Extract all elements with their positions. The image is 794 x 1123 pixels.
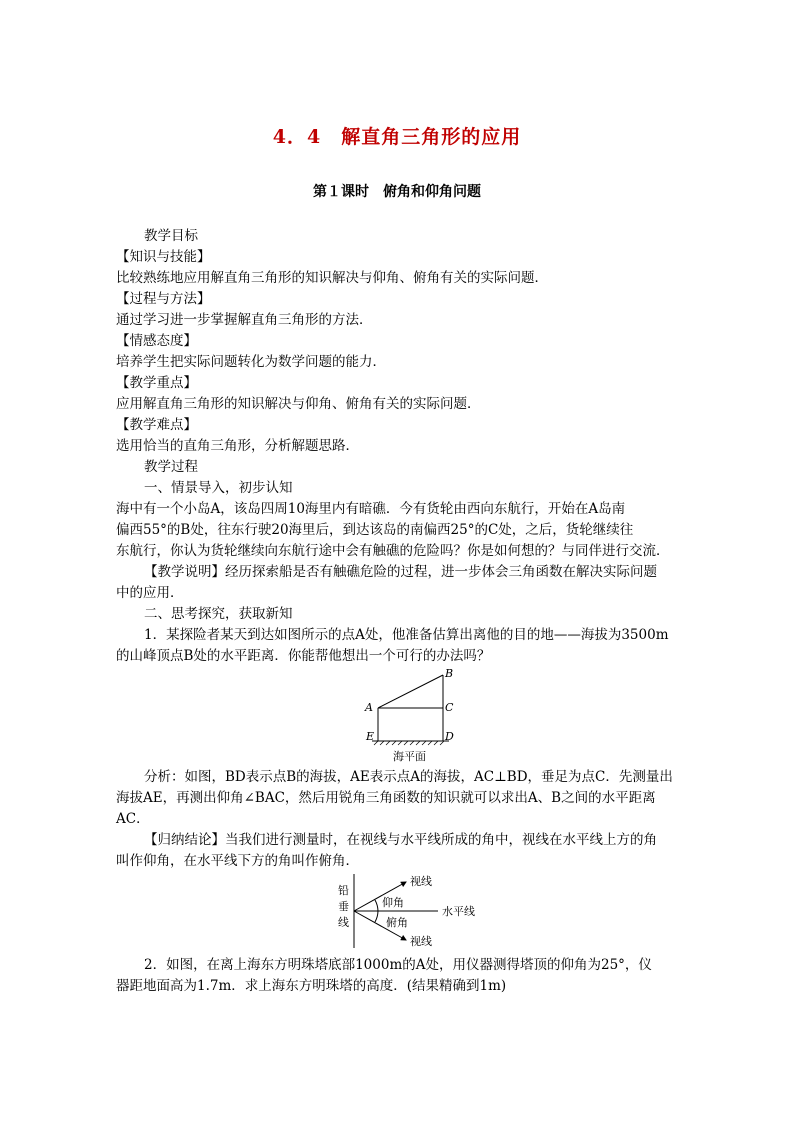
elevation-depression-figure: [334, 870, 494, 952]
paragraph-line: 偏西55°的B处，往东行驶20海里后，到达该岛的南偏西25°的C处，之后，货轮继续往: [116, 522, 634, 538]
point-label-b: B: [445, 667, 454, 680]
section-heading: 【过程与方法】: [116, 291, 211, 307]
paragraph-line: 1．某探险者某天到达如图所示的点A处，他准备估算出离他的目的地——海拔为3500m: [144, 627, 669, 643]
paragraph-line: 分析：如图，BD表示点B的海拔，AE表示点A的海拔，AC⊥BD，垂足为点C．先测量出: [144, 769, 673, 785]
paragraph-line: 【教学说明】经历探索船是否有触礁危险的过程，进一步体会三角函数在解决实际问题: [144, 564, 657, 580]
vertical-line-label: 线: [338, 916, 349, 929]
paragraph-line: 2．如图，在离上海东方明珠塔底部1000m的A处，用仪器测得塔顶的仰角为25°，仪: [144, 957, 652, 973]
section-heading: 【教学难点】: [116, 417, 197, 433]
paragraph-line: 比较熟练地应用解直角三角形的知识解决与仰角、俯角有关的实际问题．: [116, 270, 548, 286]
paragraph-line: 海中有一个小岛A，该岛四周10海里内有暗礁．今有货轮由西向东航行，开始在A岛南: [116, 501, 626, 517]
page-title: 4．4 解直角三角形的应用: [272, 126, 522, 148]
section-heading: 教学目标: [144, 228, 198, 244]
sight-line-label-bottom: 视线: [410, 935, 432, 948]
paragraph-line: 选用恰当的直角三角形，分析解题思路．: [116, 438, 359, 454]
point-label-a: A: [365, 701, 373, 714]
point-label-d: D: [445, 730, 454, 743]
section-heading: 一、情景导入，初步认知: [144, 480, 293, 496]
paragraph-line: 应用解直角三角形的知识解决与仰角、俯角有关的实际问题．: [116, 396, 481, 412]
sea-level-caption: 海平面: [393, 750, 426, 763]
paragraph-line: 东航行，你认为货轮继续向东航行途中会有触礁的危险吗？你是如何想的？与同伴进行交流．: [116, 543, 670, 559]
section-heading: 【情感态度】: [116, 333, 197, 349]
vertical-line-label: 垂: [338, 900, 349, 913]
lesson-subtitle: 第１课时 俯角和仰角问题: [313, 184, 481, 200]
horizontal-line-label: 水平线: [442, 905, 475, 918]
paragraph-line: AC．: [116, 811, 150, 827]
section-heading: 教学过程: [144, 459, 198, 475]
vertical-line-label: 铅: [338, 884, 349, 897]
section-heading: 【教学重点】: [116, 375, 197, 391]
sight-line-label-top: 视线: [410, 875, 432, 888]
paragraph-line: 叫作仰角，在水平线下方的角叫作俯角．: [116, 853, 359, 869]
paragraph-line: 器距地面高为1.7m．求上海东方明珠塔的高度．(结果精确到1m): [116, 978, 507, 994]
paragraph-line: 通过学习进一步掌握解直角三角形的方法．: [116, 312, 373, 328]
paragraph-line: 【归纳结论】当我们进行测量时，在视线与水平线所成的角中，视线在水平线上方的角: [144, 832, 657, 848]
paragraph-line: 培养学生把实际问题转化为数学问题的能力．: [116, 354, 386, 370]
elevation-angle-label: 仰角: [382, 896, 404, 909]
section-heading: 二、思考探究，获取新知: [144, 606, 293, 622]
depression-angle-label: 俯角: [386, 916, 408, 929]
mountain-height-figure: [352, 664, 472, 766]
point-label-c: C: [445, 701, 454, 714]
paragraph-line: 海拔AE，再测出仰角∠BAC，然后用锐角三角函数的知识就可以求出A、B之间的水平距离: [116, 790, 656, 806]
point-label-e: E: [366, 730, 375, 743]
section-heading: 【知识与技能】: [116, 249, 211, 265]
paragraph-line: 的山峰顶点B处的水平距离．你能帮他想出一个可行的办法吗？: [116, 648, 491, 664]
paragraph-line: 中的应用．: [116, 585, 184, 601]
